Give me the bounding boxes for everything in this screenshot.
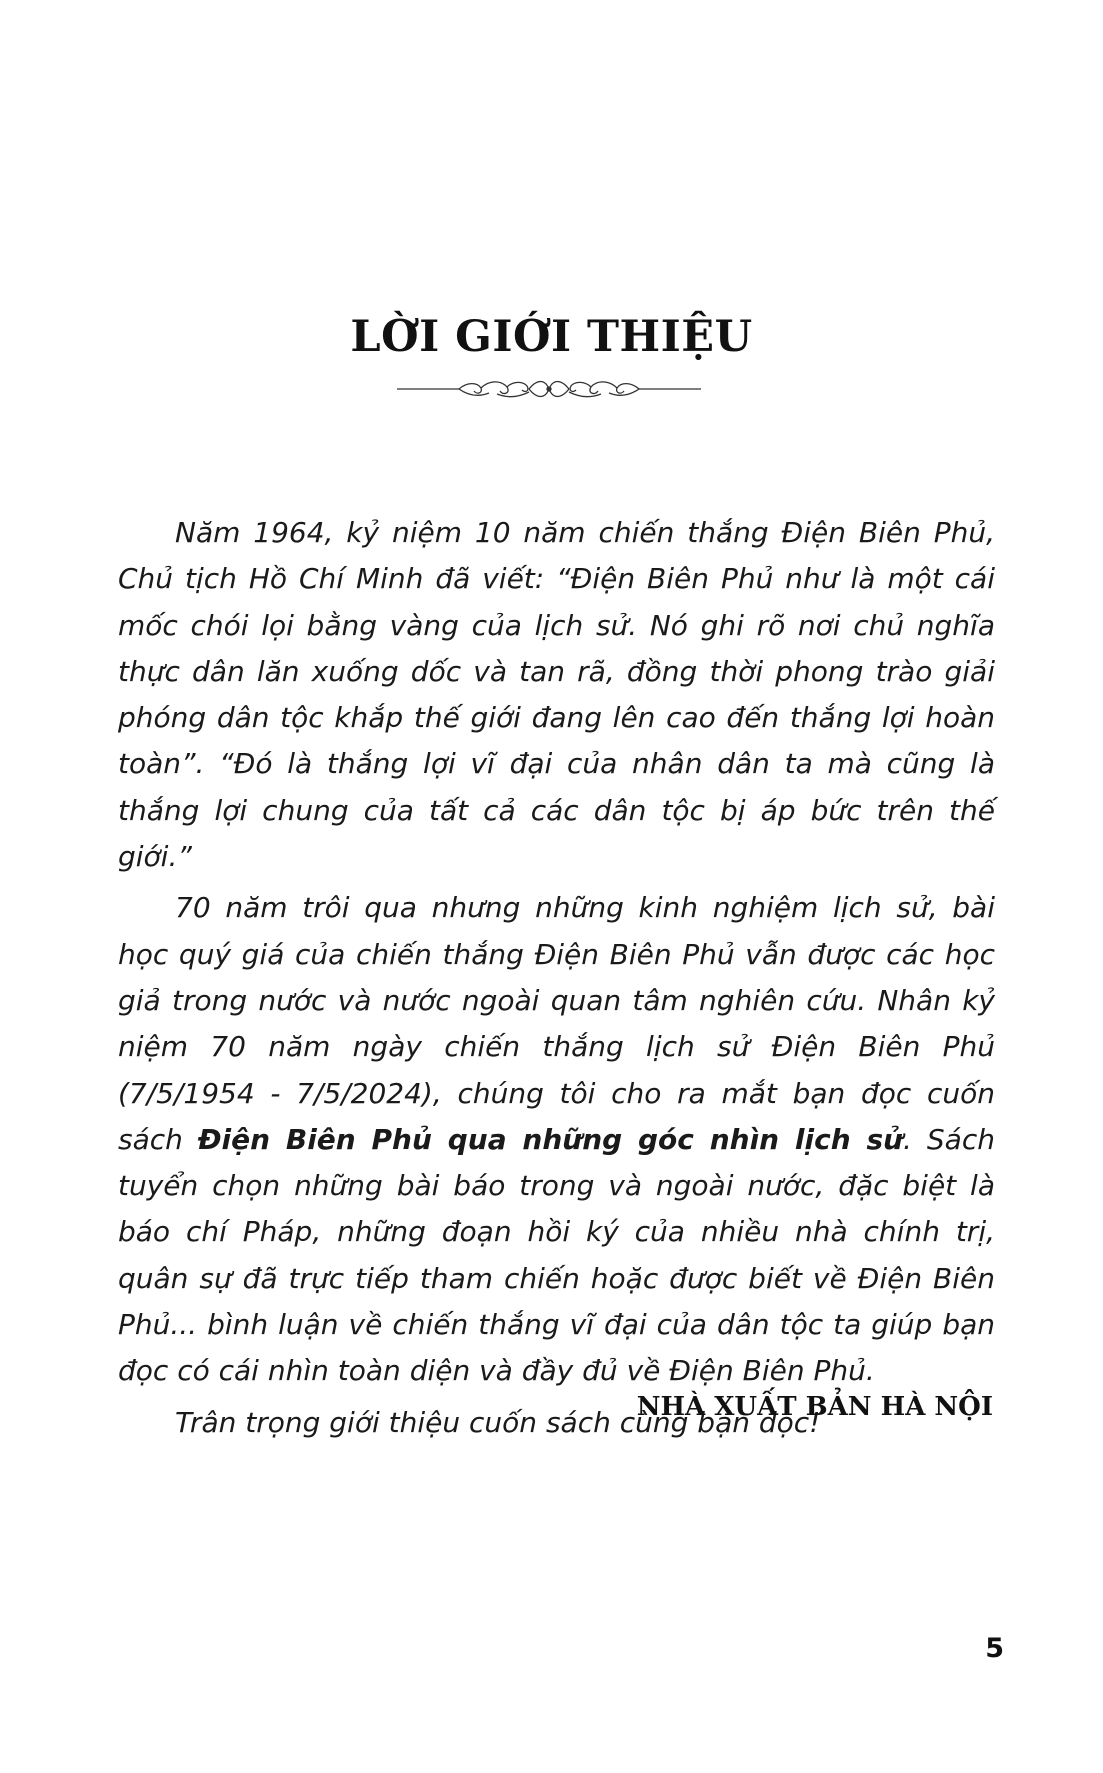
introduction-body (118, 510, 995, 1451)
paragraph-1: Năm 1964, kỷ niệm 10 năm chiến thắng Điện Biên Phủ, Chủ tịch Hồ Chí Minh đã viết: “Điện Biên Phủ như là một cái mốc chói lọi bằng vàng của lịch sử. Nó ghi rõ nơi chủ nghĩa thực dân lăn xuống dốc và tan rã, đồng thời phong trào giải phóng dân tộc khắp thế giới đang lên cao đến thắng lợi hoàn toàn”. “Đó là thắng lợi vĩ đại của nhân dân ta mà cũng là thắng lợi chung của tất cả các dân tộc bị áp bức trên thế giới.” (118, 516, 995, 874)
publisher-signature: NHÀ XUẤT BẢN HÀ NỘI (636, 1392, 993, 1422)
paragraph-2 (118, 885, 995, 1394)
paragraph-3: Trân trọng giới thiệu cuốn sách cùng bạn đọc! (175, 1405, 821, 1439)
paragraph-2-text-before: 70 năm trôi qua nhưng những kinh nghiệm lịch sử, bài học quý giá của chiến thắng Điện Biên Phủ vẫn được các học giả trong nước và nước ngoài quan tâm nghiên cứu. Nhân kỷ niệm 70 năm ngày chiến thắng lịch sử Điện Biên Phủ (7/5/1954 - 7/5/2024), chúng tôi cho ra mắt bạn đọc cuốn sách (118, 891, 995, 1156)
page-title: LỜI GIỚI THIỆU (350, 312, 753, 362)
flourish-divider-icon (397, 374, 701, 404)
paragraph-2-text-after: . Sách tuyển chọn những bài báo trong và ngoài nước, đặc biệt là báo chí Pháp, những đoạn hồi ký của nhiều nhà chính trị, quân sự đã trực tiếp tham chiến hoặc được biết về Điện Biên Phủ... bình luận về chiến thắng vĩ đại của dân tộc ta giúp bạn đọc có cái nhìn toàn diện và đầy đủ về Điện Biên Phủ. (118, 1122, 995, 1388)
page-number: 5 (985, 1633, 1004, 1664)
book-title: Điện Biên Phủ qua những góc nhìn lịch sử (197, 1122, 904, 1156)
